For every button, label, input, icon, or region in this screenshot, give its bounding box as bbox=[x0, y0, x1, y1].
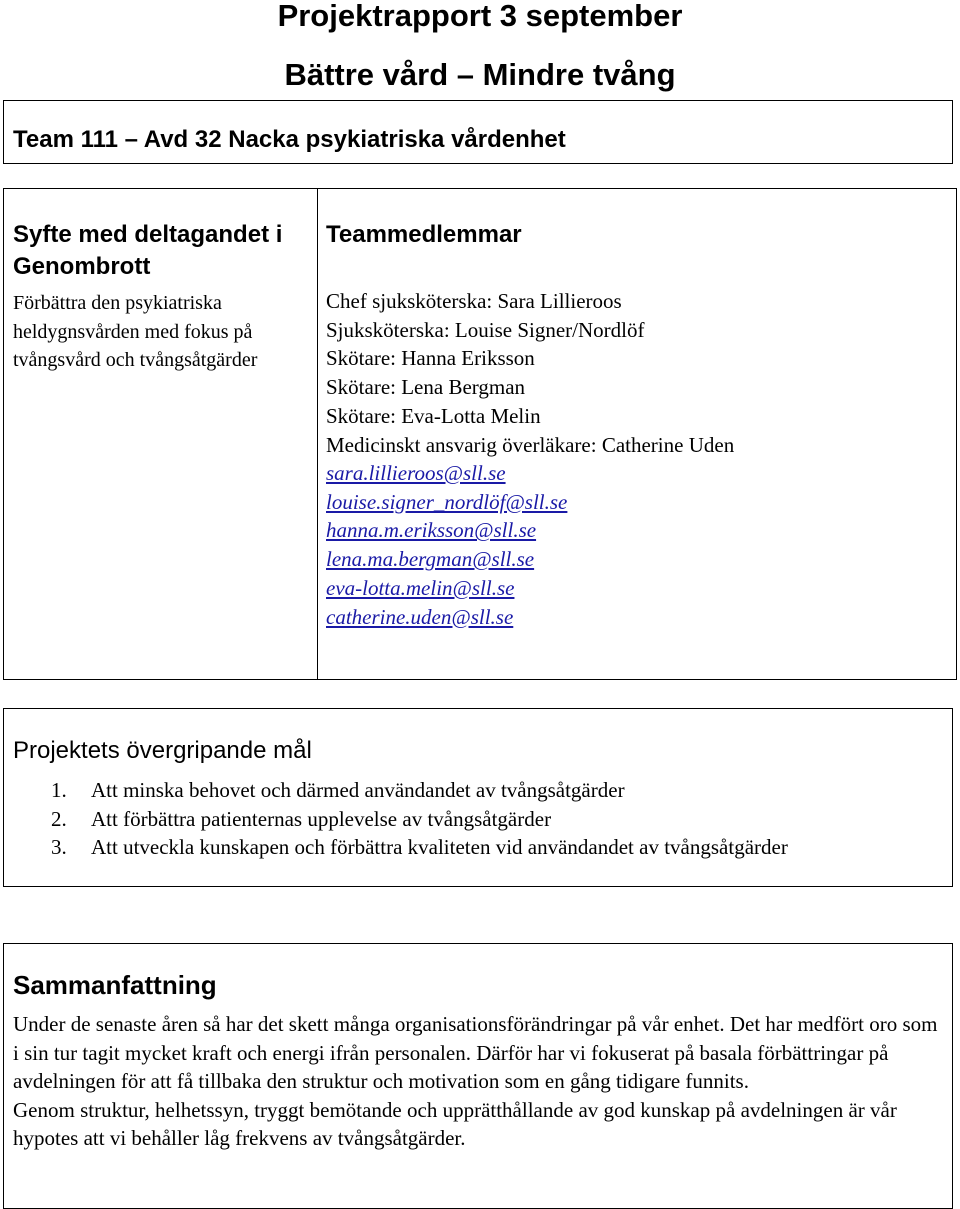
goal-item bbox=[13, 833, 788, 862]
member-item: Skötare: Eva-Lotta Melin bbox=[326, 403, 541, 428]
goals-heading: Projektets övergripande mål bbox=[13, 737, 312, 764]
email-link[interactable]: louise.signer_nordlöf@sll.se bbox=[326, 489, 568, 514]
goal-number: 1. bbox=[51, 778, 67, 802]
email-link[interactable]: hanna.m.eriksson@sll.se bbox=[326, 518, 537, 543]
goal-text: Att utveckla kunskapen och förbättra kvaliteten vid användandet av tvångsåtgärder bbox=[91, 835, 788, 859]
goal-item bbox=[13, 776, 788, 805]
member-item: Sjuksköterska: Louise Signer/Nordlöf bbox=[326, 317, 645, 342]
document-subtitle: Bättre vård – Mindre tvång bbox=[284, 57, 676, 92]
goal-item bbox=[13, 805, 788, 834]
member-item: Chef sjuksköterska: Sara Lillieroos bbox=[326, 289, 622, 313]
goal-text: Att förbättra patienternas upplevelse av tvångsåtgärder bbox=[91, 806, 552, 831]
summary-paragraph: Genom struktur, helhetssyn, tryggt bemötande och upprätthållande av god kunskap på avdelningen är vår hypotes att vi behåller låg frekvens av tvångsåtgärder. bbox=[13, 1097, 897, 1150]
goal-text: Att minska behovet och därmed användandet av tvångsåtgärder bbox=[91, 778, 625, 802]
summary-box bbox=[3, 943, 953, 1209]
email-link[interactable]: catherine.uden@sll.se bbox=[326, 604, 514, 629]
team-box bbox=[3, 100, 953, 164]
members-heading: Teammedlemmar bbox=[326, 221, 522, 248]
goals-box bbox=[3, 708, 953, 887]
member-item: Medicinskt ansvarig överläkare: Catherine Uden bbox=[326, 432, 735, 457]
email-list bbox=[326, 459, 567, 631]
members-list bbox=[326, 287, 734, 459]
member-item: Skötare: Hanna Eriksson bbox=[326, 346, 535, 371]
goals-list bbox=[13, 776, 788, 862]
goal-number: 2. bbox=[51, 806, 67, 831]
document-title: Projektrapport 3 september bbox=[277, 0, 683, 33]
purpose-heading: Syfte med deltagandet i Genombrott bbox=[13, 221, 283, 280]
summary-body bbox=[13, 1010, 948, 1153]
purpose-text: Förbättra den psykiatriska heldygnsvården med fokus på tvångsvård och tvångsåtgärder bbox=[13, 292, 258, 371]
team-info-table bbox=[3, 188, 957, 680]
email-link[interactable]: lena.ma.bergman@sll.se bbox=[326, 547, 535, 572]
email-link[interactable]: eva-lotta.melin@sll.se bbox=[326, 575, 515, 600]
team-title: Team 111 – Avd 32 Nacka psykiatriska vårdenhet bbox=[13, 126, 566, 153]
goal-number: 3. bbox=[51, 835, 67, 859]
summary-heading: Sammanfattning bbox=[13, 970, 217, 1000]
member-item: Skötare: Lena Bergman bbox=[326, 375, 526, 400]
summary-paragraph: Under de senaste åren så har det skett många organisationsförändringar på vår enhet. Det har medfört oro som i sin tur tagit mycket kraft och energi ifrån personalen. Därför har vi fokuserat på basala förbättringar på avdelningen för att få tillbaka den struktur och motivation som en gång tidigare funnits. bbox=[13, 1012, 938, 1093]
table-divider bbox=[317, 189, 318, 679]
email-link[interactable]: sara.lillieroos@sll.se bbox=[326, 461, 506, 485]
